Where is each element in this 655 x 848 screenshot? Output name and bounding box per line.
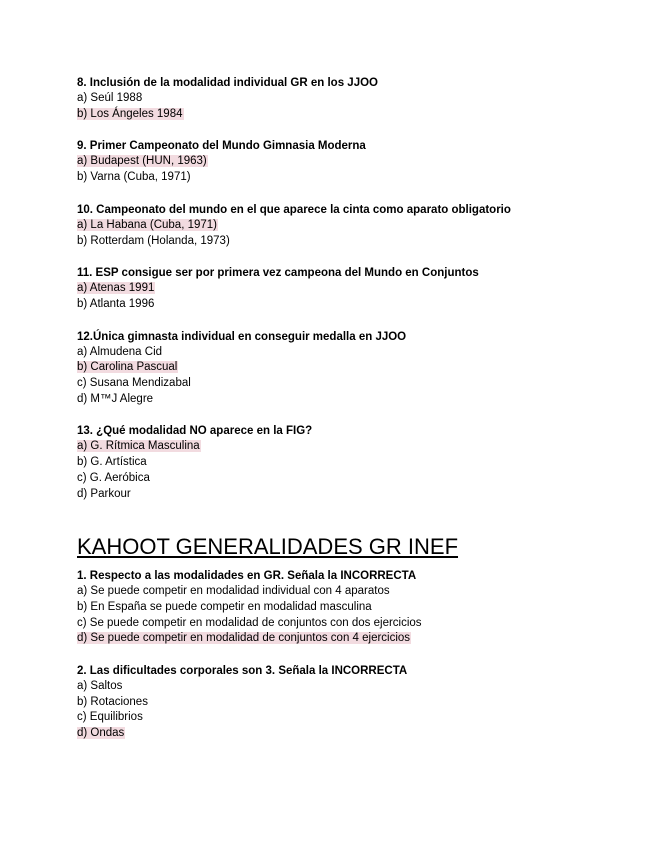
- answer-option-text: a) Saltos: [77, 680, 123, 693]
- answer-option-text: d) Se puede competir en modalidad de conjuntos con 4 ejercicios: [77, 632, 411, 645]
- answer-option-text: c) G. Aeróbica: [77, 471, 150, 484]
- answer-option-text: b) Rotaciones: [77, 695, 148, 708]
- answer-option-text: a) Atenas 1991: [77, 282, 155, 295]
- questions-part-1: [77, 75, 617, 502]
- answer-option: [77, 679, 617, 695]
- answer-option: [77, 584, 617, 600]
- answer-option-text: a) Se puede competir en modalidad individual con 4 aparatos: [77, 585, 390, 598]
- answer-option: [77, 392, 617, 408]
- answer-option: [77, 616, 617, 632]
- answer-option-text: b) Varna (Cuba, 1971): [77, 171, 191, 184]
- answer-option-highlighted: [77, 154, 617, 170]
- answer-option-text: c) Equilibrios: [77, 711, 143, 724]
- answer-option: [77, 234, 617, 250]
- answer-option: [77, 695, 617, 711]
- question-block: [77, 265, 617, 312]
- answer-option-highlighted: [77, 360, 617, 376]
- question-block: [77, 423, 617, 502]
- question-title: 1. Respecto a las modalidades en GR. Señala la INCORRECTA: [77, 570, 417, 583]
- answer-option: [77, 170, 617, 186]
- answer-option-highlighted: [77, 439, 617, 455]
- question-title: 10. Campeonato del mundo en el que aparece la cinta como aparato obligatorio: [77, 203, 511, 216]
- question-block: [77, 138, 617, 185]
- question-title: 9. Primer Campeonato del Mundo Gimnasia Moderna: [77, 140, 366, 153]
- questions-part-2: [77, 568, 617, 742]
- document-page: [77, 75, 617, 758]
- answer-option-text: b) Atlanta 1996: [77, 297, 155, 310]
- answer-option: [77, 471, 617, 487]
- answer-option-highlighted: [77, 631, 617, 647]
- answer-option-text: b) Los Ángeles 1984: [77, 107, 183, 120]
- answer-option: [77, 600, 617, 616]
- answer-option: [77, 710, 617, 726]
- answer-option-text: a) La Habana (Cuba, 1971): [77, 218, 218, 231]
- answer-option: [77, 297, 617, 313]
- question-title: 13. ¿Qué modalidad NO aparece en la FIG?: [77, 425, 313, 438]
- question-block: [77, 568, 617, 647]
- answer-option-text: a) Almudena Cid: [77, 345, 163, 358]
- question-title: 11. ESP consigue ser por primera vez campeona del Mundo en Conjuntos: [77, 267, 479, 280]
- question-title: 2. Las dificultades corporales son 3. Señala la INCORRECTA: [77, 665, 408, 678]
- answer-option-highlighted: [77, 218, 617, 234]
- answer-option-text: c) Susana Mendizabal: [77, 377, 191, 390]
- answer-option-text: b) Carolina Pascual: [77, 361, 178, 374]
- section-title: KAHOOT GENERALIDADES GR INEF: [77, 534, 459, 560]
- question-block: [77, 75, 617, 122]
- answer-option: [77, 487, 617, 503]
- question-title: 12.Única gimnasta individual en conseguir medalla en JJOO: [77, 330, 407, 343]
- answer-option-text: d) Parkour: [77, 487, 131, 500]
- answer-option-text: a) Seúl 1988: [77, 92, 143, 104]
- question-block: [77, 202, 617, 249]
- question-block: [77, 329, 617, 408]
- answer-option: [77, 376, 617, 392]
- answer-option-highlighted: [77, 107, 617, 123]
- answer-option-text: a) Budapest (HUN, 1963): [77, 155, 207, 168]
- answer-option-text: c) Se puede competir en modalidad de conjuntos con dos ejercicios: [77, 616, 422, 629]
- answer-option: [77, 91, 617, 107]
- question-title: 8. Inclusión de la modalidad individual GR en los JJOO: [77, 77, 378, 89]
- answer-option-text: b) En España se puede competir en modalidad masculina: [77, 600, 372, 613]
- answer-option-text: d) Ondas: [77, 727, 125, 740]
- answer-option-text: b) Rotterdam (Holanda, 1973): [77, 234, 230, 247]
- question-block: [77, 663, 617, 742]
- answer-option-text: a) G. Rítmica Masculina: [77, 440, 200, 453]
- answer-option: [77, 455, 617, 471]
- answer-option-highlighted: [77, 726, 617, 742]
- answer-option-text: d) M™J Alegre: [77, 392, 154, 405]
- answer-option-text: b) G. Artística: [77, 456, 147, 469]
- answer-option: [77, 345, 617, 361]
- answer-option-highlighted: [77, 281, 617, 297]
